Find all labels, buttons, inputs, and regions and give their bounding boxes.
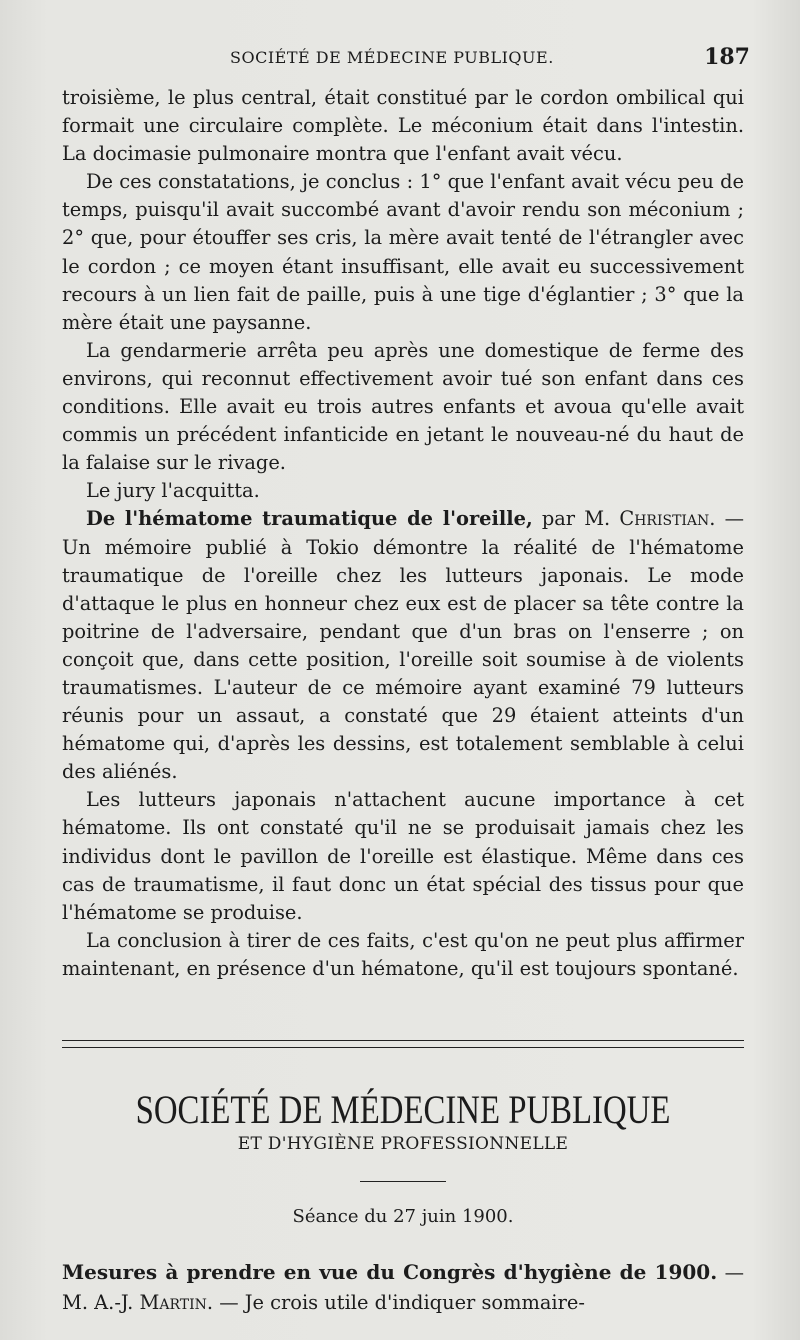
article-text: — Je crois utile d'indiquer sommaire-: [213, 1291, 585, 1315]
article-by: par M.: [532, 507, 620, 531]
paragraph: Les lutteurs japonais n'attachent aucune importance à cet hématome. Ils ont constaté qu'il ne se produisait jamais chez les individus dont le pavillon de l'oreille est élastique. Même dans ces cas de traumatisme, il faut donc un état spécial des tissus pour que l'hématome se produise.: [62, 788, 744, 924]
paragraph: De ces constatations, je conclus : 1° que l'enfant avait vécu peu de temps, puisqu'il avait succombé avant d'avoir rendu son méconium ; 2° que, pour étouffer ses cris, la mère avait tenté de l'étrangler avec le cordon ; ce moyen étant insuffisant, elle avait eu successivement recours à un lien fait de paille, puis à une tige d'églantier ; 3° que la mère était une paysanne.: [62, 170, 744, 334]
paragraph: La conclusion à tirer de ces faits, c'est qu'on ne peut plus affirmer maintenant, en présence d'un hématone, qu'il est toujours spontané.: [62, 928, 744, 980]
paragraph: troisième, le plus central, était constitué par le cordon ombilical qui formait une circulaire complète. Le méconium était dans l'intestin. La docimasie pulmonaire montra que l'enfant avait vécu.: [62, 86, 744, 166]
paragraph-mesures: [62, 1257, 744, 1318]
running-title: SOCIÉTÉ DE MÉDECINE PUBLIQUE.: [230, 48, 554, 67]
paragraph-hematome: [62, 505, 744, 786]
article-text: — Un mémoire publié à Tokio démontre la réalité de l'hématome traumatique de l'oreille chez les lutteurs japonais. Le mode d'attaque le plus en honneur chez eux est de placer sa tête contre la poitrine de l'adversaire, pendant que d'un bras on l'enserre ; on conçoit que, dans cette position, l'oreille soit soumise à de violents traumatismes. L'auteur de ce mémoire ayant examiné 79 lutteurs réunis pour un assaut, a constaté que 29 étaient atteints d'un hématome qui, d'après les dessins, est totalement semblable à celui des aliénés.: [62, 507, 744, 784]
paragraph: La gendarmerie arrêta peu après une domestique de ferme des environs, qui reconnut effectivement avoir tué son enfant dans ces conditions. Elle avait eu trois autres enfants et avoua qu'elle avait commis un précédent infanticide en jetant le nouveau-né du haut de la falaise sur le rivage.: [62, 338, 744, 475]
article-dash: — M. A.-J.: [62, 1261, 744, 1315]
section-subtitle: ET D'HYGIÈNE PROFESSIONNELLE: [237, 1134, 569, 1154]
paragraph: Le jury l'acquitta.: [86, 479, 260, 503]
article-author: Christian.: [619, 507, 716, 531]
article-heading: De l'hématome traumatique de l'oreille,: [86, 507, 533, 531]
double-rule-divider: [62, 1040, 744, 1048]
body-text: [62, 84, 744, 983]
article-author: Martin.: [139, 1291, 214, 1315]
running-head: [230, 44, 750, 74]
session-date: Séance du 27 juin 1900.: [292, 1206, 514, 1227]
article-heading: Mesures à prendre en vue du Congrès d'hygiène de 1900.: [62, 1260, 718, 1285]
page-number: 187: [704, 44, 750, 70]
section-title: SOCIÉTÉ DE MÉDECINE PUBLIQUE: [135, 1087, 671, 1132]
short-rule-divider: [360, 1181, 446, 1182]
